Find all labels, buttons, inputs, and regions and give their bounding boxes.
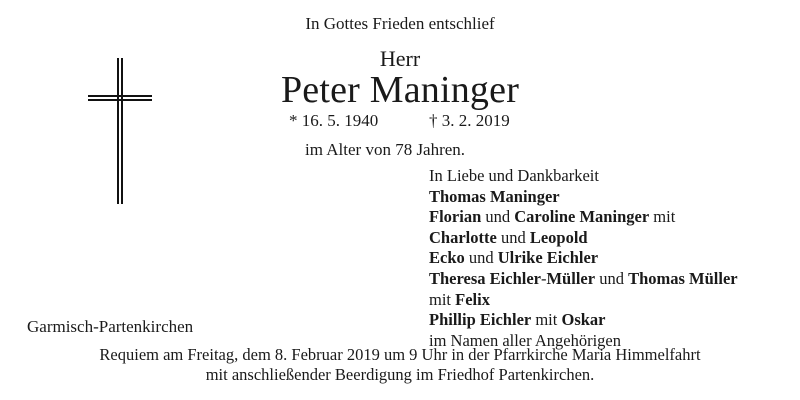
requiem-line-1: Requiem am Freitag, dem 8. Februar 2019 um 9 Uhr in der Pfarrkirche Maria Himmelfahrt (99, 345, 701, 364)
requiem-line-2: mit anschließender Beerdigung im Friedhof Partenkirchen. (205, 365, 595, 384)
mourner-line: Phillip Eichler mit Oskar (429, 310, 606, 330)
deceased-name: Peter Maninger (280, 69, 520, 111)
place-name: Garmisch-Partenkirchen (27, 317, 194, 336)
mourner-line: Florian und Caroline Maninger mit (429, 207, 676, 227)
death-date: † 3. 2. 2019 (429, 111, 510, 130)
mourners-closing: im Namen aller Angehörigen (429, 330, 621, 350)
cross-icon (88, 58, 152, 204)
mourner-line: Ecko und Ulrike Eichler (429, 248, 599, 268)
mourner-line: mit Felix (429, 289, 490, 309)
requiem-info (0, 345, 800, 385)
age-line: im Alter von 78 Jahren. (305, 140, 466, 159)
intro-line: In Gottes Frieden entschlief (305, 14, 495, 33)
mourner-line: Theresa Eichler-Müller und Thomas Müller (429, 268, 738, 288)
honorific: Herr (379, 46, 421, 71)
mourners-list (429, 166, 738, 351)
birth-date: * 16. 5. 1940 (289, 111, 379, 130)
mourner-line: Thomas Maninger (429, 186, 560, 206)
mourner-line: Charlotte und Leopold (429, 227, 588, 247)
mourners-opening: In Liebe und Dankbarkeit (429, 166, 599, 185)
